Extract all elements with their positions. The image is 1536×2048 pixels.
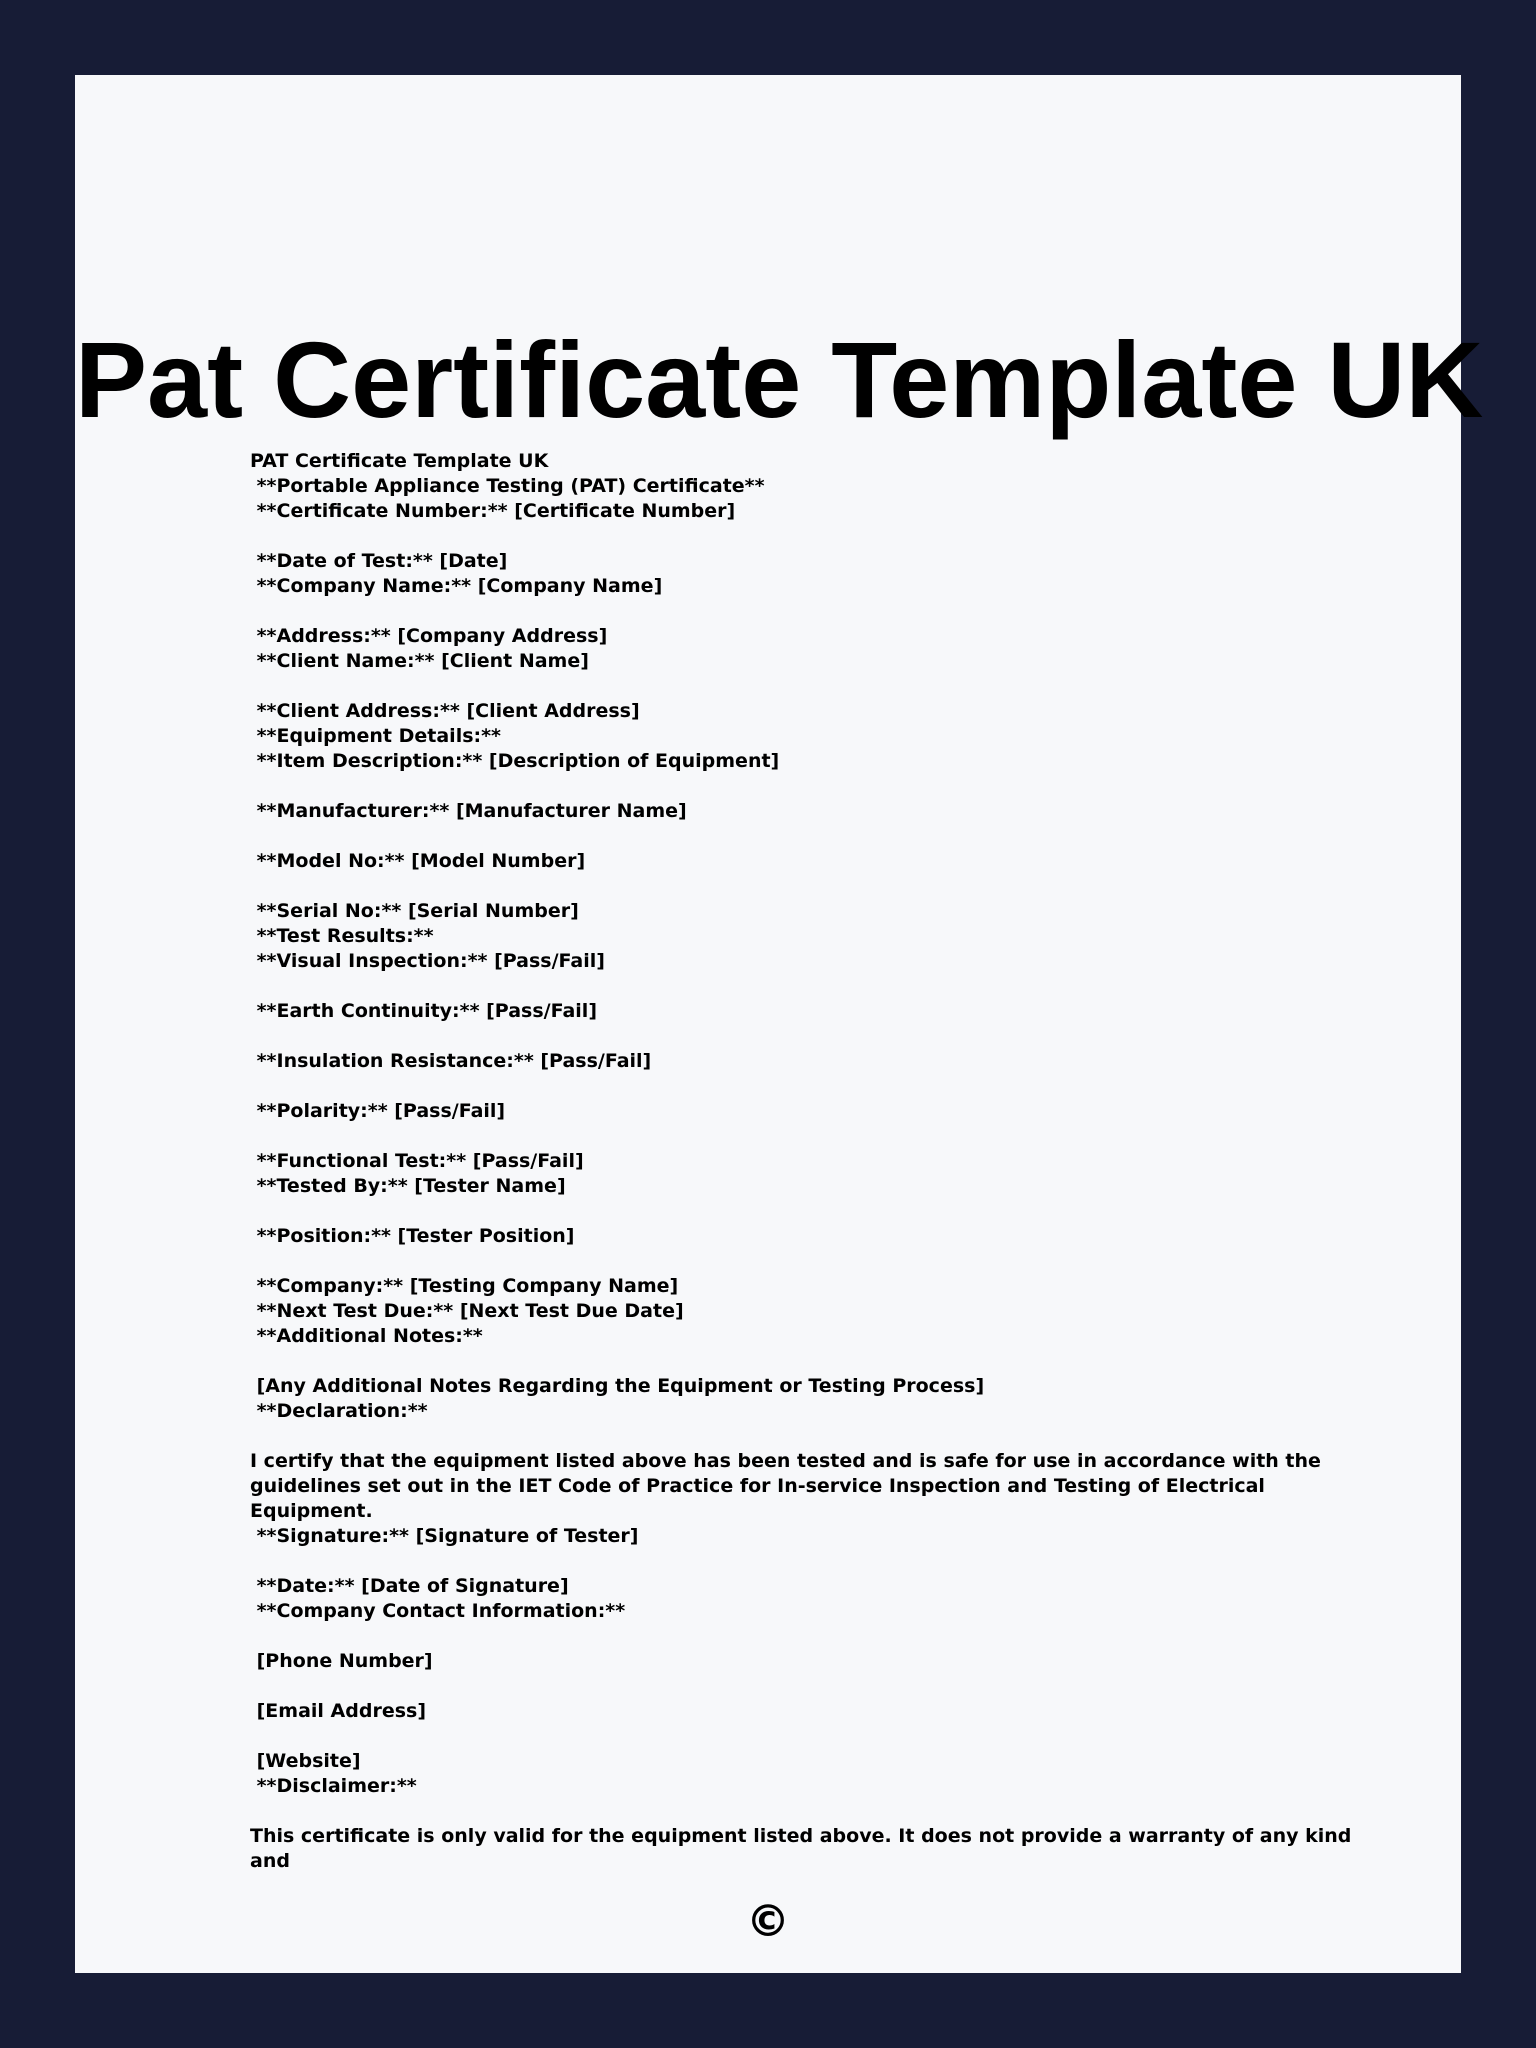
body-line: **Client Address:** [Client Address] [250,700,640,722]
blank-line [250,1124,1370,1149]
blank-line [250,824,1370,849]
blank-line [250,1249,1370,1274]
body-line: **Company Name:** [Company Name] [250,575,663,597]
body-line: **Date:** [Date of Signature] [250,1575,569,1597]
body-line: guidelines set out in the IET Code of Practice for In-service Inspection and Testing of Electrical Equipment. [250,1475,1272,1522]
body-line: **Additional Notes:** [250,1325,483,1347]
blank-line [250,1799,1370,1824]
body-line: [Any Additional Notes Regarding the Equipment or Testing Process] [250,1375,985,1397]
body-line: **Model No:** [Model Number] [250,850,586,872]
blank-line [250,974,1370,999]
body-line: This certificate is only valid for the equipment listed above. It does not provide a warranty of any kind and [250,1825,1359,1872]
blank-line [250,524,1370,549]
body-line: **Declaration:** [250,1400,428,1422]
blank-line [250,599,1370,624]
body-line: **Earth Continuity:** [Pass/Fail] [250,1000,598,1022]
body-line: **Serial No:** [Serial Number] [250,900,579,922]
body-line: **Company:** [Testing Company Name] [250,1275,679,1297]
page-title: Pat Certificate Template UK [75,319,1484,440]
body-line: **Certificate Number:** [Certificate Number] [250,500,736,522]
body-line: **Tested By:** [Tester Name] [250,1175,566,1197]
body-line: I certify that the equipment listed above has been tested and is safe for use in accordance with the [250,1450,1321,1472]
body-line: **Insulation Resistance:** [Pass/Fail] [250,1050,652,1072]
blank-line [250,1024,1370,1049]
copyright-symbol: © [746,1896,790,1947]
blank-line [250,674,1370,699]
body-line: **Manufacturer:** [Manufacturer Name] [250,800,687,822]
blank-line [250,1549,1370,1574]
blank-line [250,1349,1370,1374]
body-line: **Portable Appliance Testing (PAT) Certificate** [250,475,765,497]
body-line: **Item Description:** [Description of Equipment] [250,750,780,772]
blank-line [250,874,1370,899]
blank-line [250,1074,1370,1099]
body-line: **Signature:** [Signature of Tester] [250,1525,639,1547]
blank-line [250,1724,1370,1749]
body-line: **Visual Inspection:** [Pass/Fail] [250,950,605,972]
blank-line [250,1199,1370,1224]
body-line: PAT Certificate Template UK [250,450,549,472]
body-line: **Polarity:** [Pass/Fail] [250,1100,506,1122]
body-line: **Position:** [Tester Position] [250,1225,575,1247]
body-line: **Equipment Details:** [250,725,501,747]
blank-line [250,1424,1370,1449]
body-line: **Disclaimer:** [250,1775,417,1797]
body-line: **Next Test Due:** [Next Test Due Date] [250,1300,684,1322]
certificate-body [250,449,1370,1874]
body-line: [Website] [250,1750,361,1772]
body-line: **Address:** [Company Address] [250,625,608,647]
document-page [75,75,1484,1973]
body-line: [Phone Number] [250,1650,433,1672]
body-line: **Client Name:** [Client Name] [250,650,589,672]
body-line: **Functional Test:** [Pass/Fail] [250,1150,584,1172]
body-line: **Date of Test:** [Date] [250,550,508,572]
blank-line [250,1624,1370,1649]
body-line: **Company Contact Information:** [250,1600,626,1622]
body-line: **Test Results:** [250,925,434,947]
body-line: [Email Address] [250,1700,427,1722]
blank-line [250,1674,1370,1699]
blank-line [250,774,1370,799]
